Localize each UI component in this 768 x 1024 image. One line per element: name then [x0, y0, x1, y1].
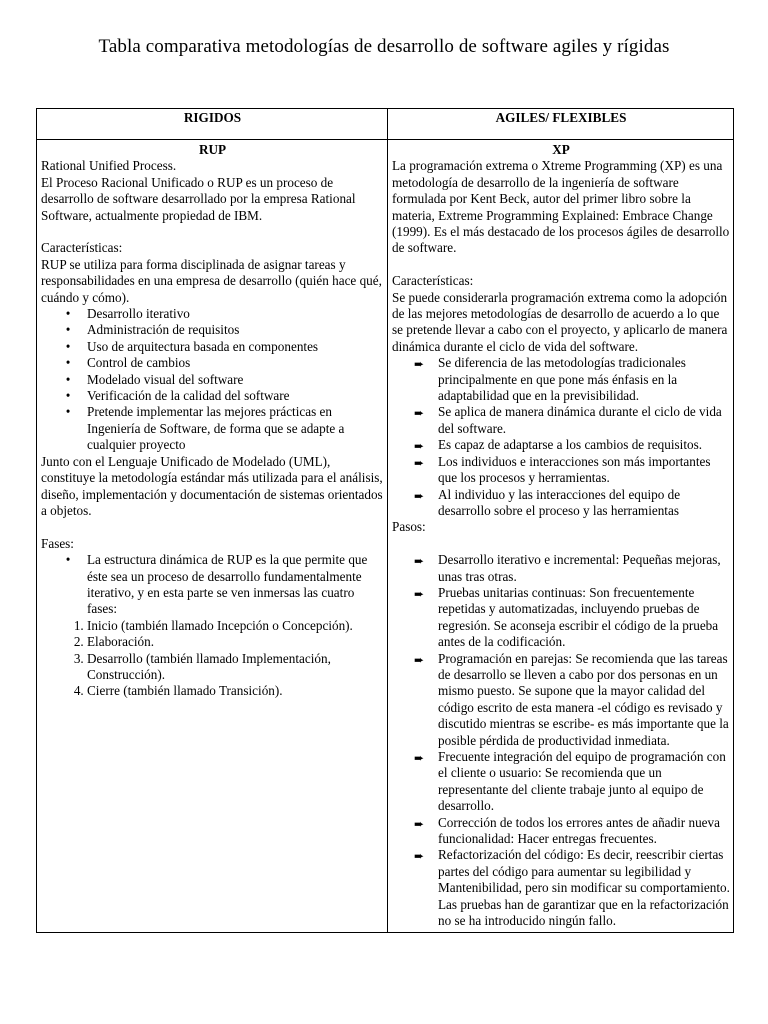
list-item-text: Se diferencia de las metodologías tradicionales principalmente en que pone más énfasis en la adaptabilidad que en la previsibilidad. [438, 355, 686, 404]
rup-characteristics-text: RUP se utiliza para forma disciplinada de asignar tareas y responsabilidades en una empresa de desarrollo (quién hace qué, cuándo y cómo). [41, 256, 382, 305]
document-title: Tabla comparativa metodologías de desarrollo de software agiles y rígidas [98, 36, 670, 57]
arrow-icon: ➨ [414, 406, 425, 421]
rup-characteristics-label: Características: [41, 240, 123, 256]
list-item [414, 650, 730, 749]
arrow-icon: ➨ [414, 357, 425, 372]
list-item [414, 749, 730, 815]
list-item-text: Pretende implementar las mejores prácticas en Ingeniería de Software, de forma que se adapte a cualquier proyecto [87, 404, 345, 453]
arrow-icon: ➨ [414, 652, 425, 667]
xp-heading: XP [552, 142, 570, 157]
list-item-text: Uso de arquitectura basada en componentes [87, 338, 319, 354]
list-item: 1. Inicio (también llamado Incepción o Concepción). [87, 618, 384, 634]
header-rigidos: RIGIDOS [37, 109, 388, 140]
list-item-text: Desarrollo iterativo e incremental: Pequeñas mejoras, unas tras otras. [438, 552, 721, 584]
list-item [414, 847, 730, 929]
list-item [65, 552, 384, 618]
list-item [414, 584, 730, 651]
xp-characteristics-text: Se puede considerarla programación extrema como la adopción de las mejores metodologías de desarrollo de acuerdo a lo que se pretende llevar a cabo con el proyecto, y aplicarlo de manera dinámica durante el ciclo de vida del software. [392, 289, 728, 354]
list-item-text: Frecuente integración del equipo de programación con el cliente o usuario: Se recomienda que un representante del cliente trabaje junto al equipo de desarrollo. [438, 749, 726, 814]
list-item: 4. Cierre (también llamado Transición). [87, 683, 384, 699]
bullet-icon: • [65, 355, 71, 371]
rup-phases-list [41, 618, 384, 700]
bullet-icon: • [65, 404, 71, 420]
list-item-text: Programación en parejas: Se recomienda que las tareas de desarrollo se lleven a cabo por dos personas en un mismo puesto. Se supone que la mayor calidad del código escrito de esta manera -el código es revisado y discutido mientras se escribe- es más importante que la posible pérdida de productividad inmediata. [438, 650, 729, 748]
xp-characteristics-list [392, 355, 730, 519]
list-item [414, 814, 730, 848]
list-item [65, 388, 384, 404]
rup-column [37, 140, 388, 933]
table-body-row [37, 140, 734, 933]
arrow-icon: ➨ [414, 439, 425, 454]
bullet-icon: • [65, 552, 71, 568]
xp-column [388, 140, 734, 933]
list-item [414, 453, 730, 487]
list-item-text: Corrección de todos los errores antes de añadir nueva funcionalidad: Hacer entregas frecuentes. [438, 814, 720, 847]
xp-steps-label: Pasos: [392, 519, 426, 535]
bullet-icon: • [65, 322, 71, 338]
arrow-icon: ➨ [414, 488, 425, 503]
bullet-icon: • [65, 338, 71, 354]
list-item: 3. Desarrollo (también llamado Implementación, Construcción). [87, 651, 384, 684]
table-header-row [37, 109, 734, 140]
list-item [65, 371, 384, 388]
list-item-text: Refactorización del código: Es decir, reescribir ciertas partes del código para aumentar su legibilidad y Mantenibilidad, pero sin modificar su comportamiento. Las pruebas han de garantizar que en la refactorización no se ha introducido ningún fallo. [438, 847, 730, 929]
list-item [414, 355, 730, 404]
bullet-icon: • [65, 388, 71, 404]
list-item-text: La estructura dinámica de RUP es la que permite que éste sea un proceso de desarrollo fundamentalmente iterativo, y en esta parte se ven inmersas las cuatro fases: [87, 552, 368, 617]
arrow-icon: ➨ [414, 849, 425, 864]
list-item-text: Al individuo y las interacciones del equipo de desarrollo sobre el proceso y las herramientas [438, 486, 681, 518]
list-item-text: Pruebas unitarias continuas: Son frecuentemente repetidas y automatizadas, incluyendo pruebas de regresión. Se aconseja escribir el código de la prueba antes de la codificación. [438, 584, 719, 650]
list-item [65, 338, 384, 355]
bullet-icon: • [65, 371, 71, 387]
header-agiles: AGILES/ FLEXIBLES [388, 109, 734, 140]
list-item [65, 322, 384, 338]
rup-uml-text: Junto con el Lenguaje Unificado de Modelado (UML), constituye la metodología estándar más utilizada para el análisis, diseño, implementación y documentación de sistemas orientados a objetos. [41, 453, 383, 518]
list-item-text: Los individuos e interacciones son más importantes que los procesos y herramientas. [438, 453, 711, 486]
rup-intro-name: Rational Unified Process. [41, 158, 177, 174]
list-item [414, 437, 730, 454]
rup-phases-label: Fases: [41, 535, 74, 551]
list-item [414, 486, 730, 520]
arrow-icon: ➨ [414, 586, 425, 601]
rup-intro-text: El Proceso Racional Unificado o RUP es un proceso de desarrollo de software desarrollado por la empresa Rational Software, actualmente propiedad de IBM. [41, 174, 356, 223]
rup-heading: RUP [198, 142, 227, 157]
arrow-icon: ➨ [414, 554, 425, 569]
list-item [414, 552, 730, 585]
rup-characteristics-list [41, 306, 384, 454]
list-item-text: Modelado visual del software [87, 371, 244, 387]
list-item [65, 306, 384, 322]
arrow-icon: ➨ [414, 816, 425, 831]
list-item-text: Verificación de la calidad del software [87, 388, 290, 404]
list-item [65, 355, 384, 371]
list-item-text: Control de cambios [87, 355, 191, 371]
list-item-text: Desarrollo iterativo [87, 306, 190, 322]
list-item: 2. Elaboración. [87, 634, 384, 650]
list-item-text: Es capaz de adaptarse a los cambios de requisitos. [438, 437, 703, 453]
xp-intro-text: La programación extrema o Xtreme Programming (XP) es una metodología de desarrollo de la ingeniería de software formulada por Kent Beck, autor del primer libro sobre la materia, Extreme Programming Explained: Embrace Change (1999). Es el más destacado de los procesos ágiles de desarrollo de software. [392, 158, 730, 256]
arrow-icon: ➨ [414, 751, 425, 765]
xp-characteristics-label: Características: [392, 273, 474, 289]
xp-steps-list [392, 552, 730, 929]
comparison-table [36, 108, 734, 933]
arrow-icon: ➨ [414, 455, 425, 470]
bullet-icon: • [65, 306, 71, 322]
list-item-text: Se aplica de manera dinámica durante el ciclo de vida del software. [438, 404, 722, 436]
list-item-text: Administración de requisitos [87, 322, 240, 338]
list-item [414, 404, 730, 437]
rup-phases-intro-list [41, 552, 384, 618]
list-item [65, 404, 384, 453]
